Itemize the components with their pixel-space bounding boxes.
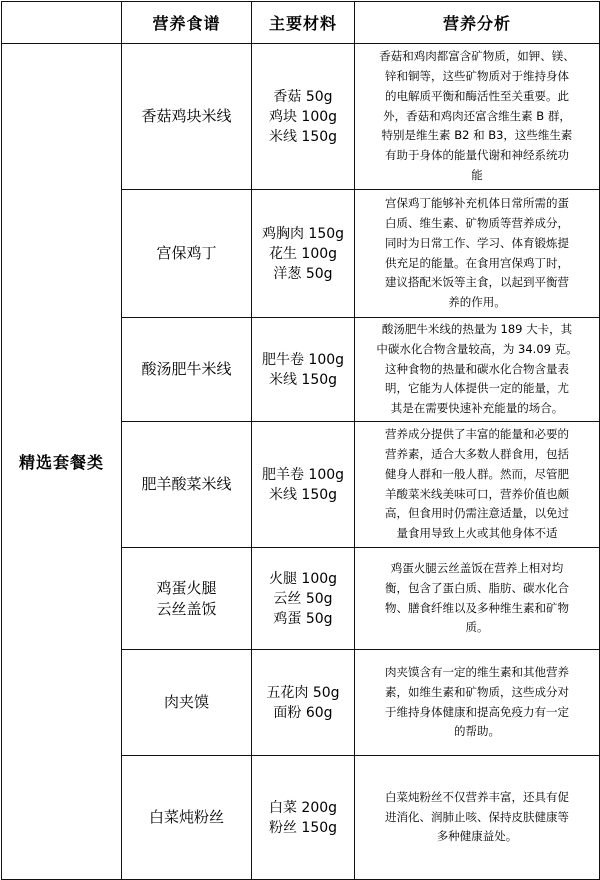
nutrition-analysis-line: 有助于身体的能量代谢和神经系统功 (385, 148, 569, 163)
nutrition-table (1, 1, 600, 880)
nutrition-analysis-line: 健身人群和一般人群。然而，尽管肥 (385, 466, 569, 481)
nutrition-analysis-line: 营养成分提供了丰富的能量和必要的 (385, 427, 569, 442)
nutrition-analysis (355, 422, 600, 548)
nutrition-analysis-line: 于维持身体健康和提高免疫力有一定 (385, 704, 569, 719)
ingredients-line: 鸡蛋 50g (273, 610, 333, 627)
nutrition-analysis-line: 羊酸菜米线美味可口，营养价值也颇 (385, 486, 569, 501)
nutrition-analysis-line: 物、膳食纤维以及多种维生素和矿物 (385, 600, 569, 615)
header-analysis: 营养分析 (355, 2, 600, 44)
ingredients (252, 422, 355, 548)
category-label: 精选套餐类 (2, 44, 122, 880)
header-blank (2, 2, 122, 44)
dish-name (122, 548, 252, 650)
nutrition-analysis-line: 高，但食用时仍需注意适量，以免过 (385, 506, 569, 521)
header-row (2, 2, 600, 44)
nutrition-analysis-line: 其是在需要快速补充能量的场合。 (390, 401, 564, 416)
nutrition-analysis (355, 548, 600, 650)
nutrition-analysis-line: 明，它能为人体提供一定的能量，尤 (385, 381, 569, 396)
ingredients-line: 肥牛卷 100g (261, 351, 345, 368)
header-ingredients: 主要材料 (252, 2, 355, 44)
nutrition-analysis (355, 44, 600, 190)
dish-name-line: 肉夹馍 (163, 693, 209, 711)
nutrition-analysis-line: 衡，包含了蛋白质、脂肪、碳水化合 (385, 580, 569, 595)
ingredients-line: 米线 150g (268, 128, 338, 145)
nutrition-analysis-line: 白菜炖粉丝不仅营养丰富，还具有促 (385, 789, 569, 804)
ingredients-line: 肥羊卷 100g (261, 466, 345, 483)
ingredients-line: 粉丝 150g (268, 819, 338, 836)
nutrition-analysis-line: 酸汤肥牛米线的热量为 189 大卡，其 (381, 322, 573, 336)
nutrition-analysis-line: 肉夹馍含有一定的维生素和其他营养 (385, 664, 569, 679)
ingredients-line: 花生 100g (268, 245, 338, 262)
table-row (2, 44, 600, 190)
ingredients (252, 44, 355, 190)
nutrition-analysis-line: 质。 (465, 620, 489, 635)
nutrition-analysis-line: 中碳水化合物含量较高，为 34.09 克。 (376, 341, 578, 356)
ingredients-line: 面粉 60g (273, 704, 333, 721)
ingredients-line: 火腿 100g (268, 570, 338, 587)
nutrition-analysis-line: 锌和铜等，这些矿物质对于维持身体 (385, 69, 569, 83)
nutrition-analysis-line: 香菇和鸡肉都富含矿物质，如钾、镁、 (379, 49, 575, 64)
nutrition-analysis-line: 这种食物的热量和碳水化合物含量表 (385, 361, 569, 376)
dish-name-line: 香菇鸡块米线 (141, 107, 232, 125)
ingredients-line: 鸡块 100g (268, 108, 338, 125)
ingredients-line: 鸡胸肉 150g (261, 225, 345, 242)
ingredients-line: 白菜 200g (268, 799, 338, 816)
nutrition-analysis-line: 白质、维生素、矿物质等营养成分， (385, 215, 569, 230)
nutrition-analysis-line: 特别是维生素 B2 和 B3，这些维生素 (381, 128, 573, 143)
nutrition-analysis-line: 同时为日常工作、学习、体育锻炼提 (385, 235, 569, 250)
ingredients (252, 756, 355, 880)
nutrition-analysis-line: 多种健康益处。 (436, 829, 518, 844)
nutrition-analysis (355, 190, 600, 318)
nutrition-analysis-line: 外，香菇和鸡肉还富含维生素 B 群， (383, 108, 571, 123)
dish-name (122, 44, 252, 190)
ingredients-line: 米线 150g (268, 371, 338, 388)
nutrition-analysis-line: 宫保鸡丁能够补充机体日常所需的蛋 (385, 196, 569, 211)
nutrition-analysis-line: 量食用导致上火或其他身体不适 (396, 526, 558, 541)
ingredients-line: 五花肉 50g (266, 684, 340, 701)
ingredients (252, 548, 355, 650)
nutrition-analysis-line: 养的作用。 (448, 295, 506, 310)
nutrition-analysis (355, 650, 600, 756)
dish-name-line: 白菜炖粉丝 (148, 808, 224, 826)
dish-name-line: 云丝盖饭 (156, 599, 217, 618)
nutrition-analysis-line: 能 (471, 167, 483, 182)
ingredients-line: 米线 150g (268, 486, 338, 503)
nutrition-analysis-line: 供充足的能量。在食用宫保鸡丁时， (385, 255, 569, 270)
dish-name (122, 190, 252, 318)
dish-name (122, 422, 252, 548)
nutrition-analysis-line: 营养素，适合大多数人群食用，包括 (385, 446, 569, 461)
ingredients-line: 云丝 50g (273, 590, 333, 607)
ingredients-line: 洋葱 50g (273, 265, 333, 282)
nutrition-analysis-line: 建议搭配米饭等主食，以起到平衡营 (385, 275, 569, 290)
nutrition-analysis-line: 鸡蛋火腿云丝盖饭在营养上相对均 (390, 560, 564, 575)
ingredients-line: 香菇 50g (273, 88, 333, 105)
nutrition-analysis (355, 756, 600, 880)
header-recipe: 营养食谱 (122, 2, 252, 44)
dish-name-line: 酸汤肥牛米线 (141, 360, 232, 378)
dish-name-line: 宫保鸡丁 (156, 244, 217, 262)
dish-name (122, 650, 252, 756)
ingredients (252, 650, 355, 756)
dish-name-line: 肥羊酸菜米线 (141, 475, 232, 493)
nutrition-analysis-line: 的电解质平衡和酶活性至关重要。此 (385, 88, 569, 103)
nutrition-analysis-line: 的帮助。 (454, 724, 500, 739)
nutrition-analysis-line: 素，如维生素和矿物质，这些成分对 (385, 684, 569, 699)
nutrition-analysis-line: 进消化、润肺止咳、保持皮肤健康等 (385, 809, 569, 824)
ingredients (252, 190, 355, 318)
dish-name-line: 鸡蛋火腿 (156, 578, 217, 597)
dish-name (122, 756, 252, 880)
dish-name (122, 318, 252, 422)
ingredients (252, 318, 355, 422)
nutrition-analysis (355, 318, 600, 422)
